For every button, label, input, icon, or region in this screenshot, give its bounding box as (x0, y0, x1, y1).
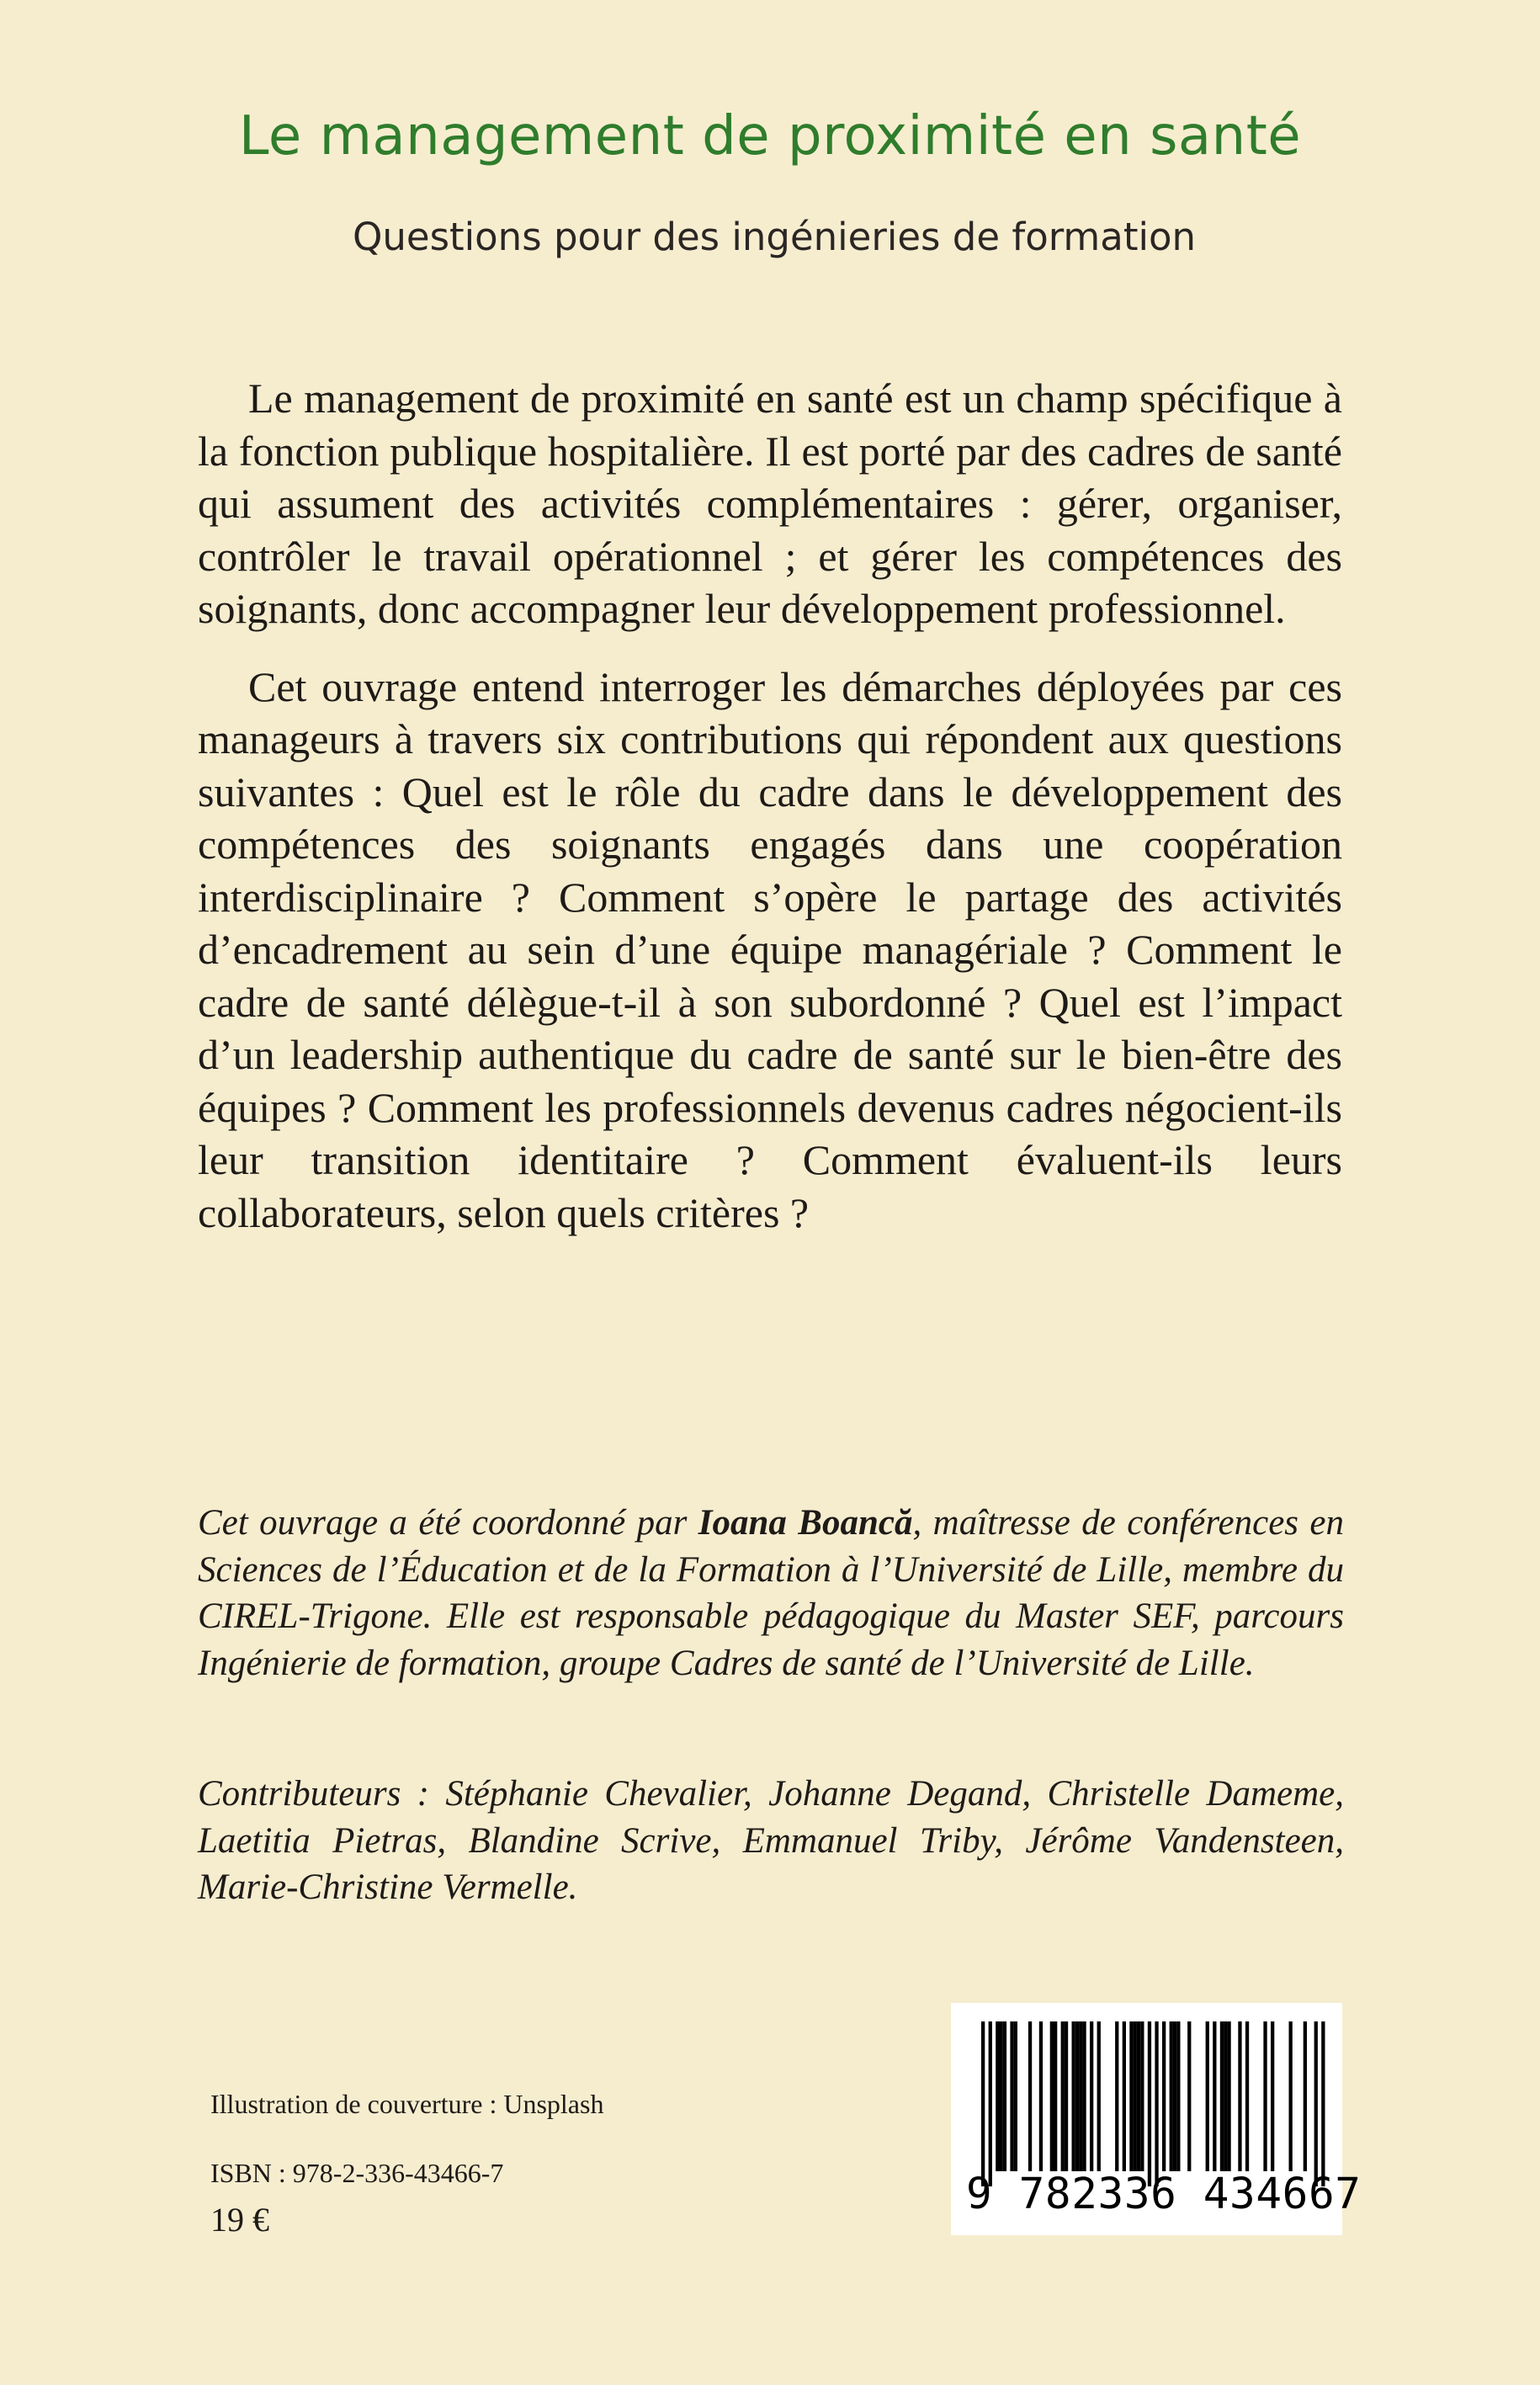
barcode-bar (1054, 2021, 1057, 2171)
barcode-bar (1115, 2021, 1118, 2171)
barcode-bar (1061, 2021, 1065, 2171)
barcode-bar (1176, 2021, 1180, 2171)
barcode-bar (1123, 2021, 1126, 2171)
isbn-number: ISBN : 978-2-336-43466-7 (210, 2158, 504, 2188)
barcode-bar (1321, 2021, 1325, 2186)
barcode-bar (1170, 2021, 1173, 2171)
barcode-bar (1238, 2021, 1241, 2171)
barcode-bar (1213, 2021, 1216, 2171)
barcode-bar (1039, 2021, 1043, 2171)
barcode-digits: 9 782336 434667 (966, 2170, 1362, 2219)
book-subtitle: Questions pour des ingénieries de formation (352, 215, 1197, 259)
barcode-bar (1206, 2021, 1209, 2171)
barcode-bar (996, 2021, 999, 2171)
barcode (951, 2003, 1362, 2235)
barcode-bar (1162, 2021, 1166, 2171)
barcode-bar (1028, 2021, 1032, 2171)
summary-paragraph: Cet ouvrage entend interroger les démarches déployées par ces manageurs à travers six contributions qui répondent aux questions suivantes : Quel est le rôle du cadre dans le développement des compétences des soignants engagés dans une coopération interdisciplinaire ? Comment s’opère le partage des activités d’encadrement au sein d’une équipe managériale ? Comment le cadre de santé délègue-t-il à son subordonné ? Quel est l’impact d’un leadership authentique du cadre de santé sur le bien-être des équipes ? Comment les professionnels devenus cadres négocient-ils leur transition identitaire ? Comment évaluent-ils leurs collaborateurs, selon quels critères ? (198, 662, 1342, 1236)
contributors-list: Contributeurs : Stéphanie Chevalier, Johanne Degand, Christelle Dameme, Laetitia Pietras, Blandine Scrive, Emmanuel Triby, Jérôme Vandensteen, Marie-Christine Vermelle. (198, 1774, 1344, 1907)
barcode-bar (1173, 2021, 1176, 2171)
barcode-bar (1220, 2021, 1224, 2171)
barcode-bar (1082, 2021, 1086, 2171)
coordinator-note-details: , maîtresse de conférences en Sciences de l’Éducation et de la Formation à l’Université de Lille, membre du CIREL-Trigone. Elle est responsable pédagogique du Master SEF, parcours Ingénierie de formation, groupe Cadres de santé de l’Université de Lille. (198, 1503, 1345, 1683)
barcode-bar (1187, 2021, 1191, 2171)
price: 19 € (210, 2201, 269, 2239)
barcode-bar (1075, 2021, 1079, 2171)
barcode-bar (1227, 2021, 1230, 2171)
barcode-bar (1065, 2021, 1068, 2171)
barcode-bar (1155, 2021, 1158, 2186)
barcode-bar (1010, 2021, 1013, 2171)
barcode-bar (1271, 2021, 1274, 2171)
coordinator-name: Ioana Boancă (698, 1503, 913, 1543)
barcode-bar (1079, 2021, 1082, 2171)
coordinator-note-intro: Cet ouvrage a été coordonné par (198, 1503, 698, 1543)
book-title: Le management de proximité en santé (238, 105, 1302, 167)
barcode-bar (1224, 2021, 1227, 2171)
barcode-bar (989, 2021, 992, 2186)
barcode-bar (1090, 2021, 1093, 2171)
barcode-bar (1137, 2021, 1140, 2171)
barcode-bar (1134, 2021, 1137, 2171)
barcode-bar (1289, 2021, 1293, 2171)
barcode-bar (1140, 2021, 1144, 2171)
barcode-bar (1148, 2021, 1151, 2186)
barcode-bar (1263, 2021, 1267, 2171)
coordinator-note (198, 1500, 1344, 1686)
barcode-bar (1245, 2021, 1249, 2171)
illustration-credit: Illustration de couverture : Unsplash (210, 2089, 604, 2119)
barcode-bar (1097, 2021, 1101, 2171)
barcode-bar (1003, 2021, 1006, 2171)
barcode-bar (1050, 2021, 1054, 2171)
barcode-bar (1129, 2021, 1133, 2171)
barcode-bar (1014, 2021, 1017, 2171)
barcode-bar (981, 2021, 985, 2186)
barcode-bar (1304, 2021, 1307, 2171)
summary-text (198, 372, 1342, 1264)
barcode-bar (1072, 2021, 1075, 2171)
summary-paragraph: Le management de proximité en santé est un champ spécifique à la fonction publique hospitalière. Il est porté par des cadres de santé qui assument des activités complémentaires : gérer, organiser, contrôler le travail opérationnel ; et gérer les compétences des soignants, donc accompagner leur développement professionnel. (198, 374, 1342, 632)
barcode-bar (1000, 2021, 1003, 2171)
barcode-bar (1314, 2021, 1318, 2186)
